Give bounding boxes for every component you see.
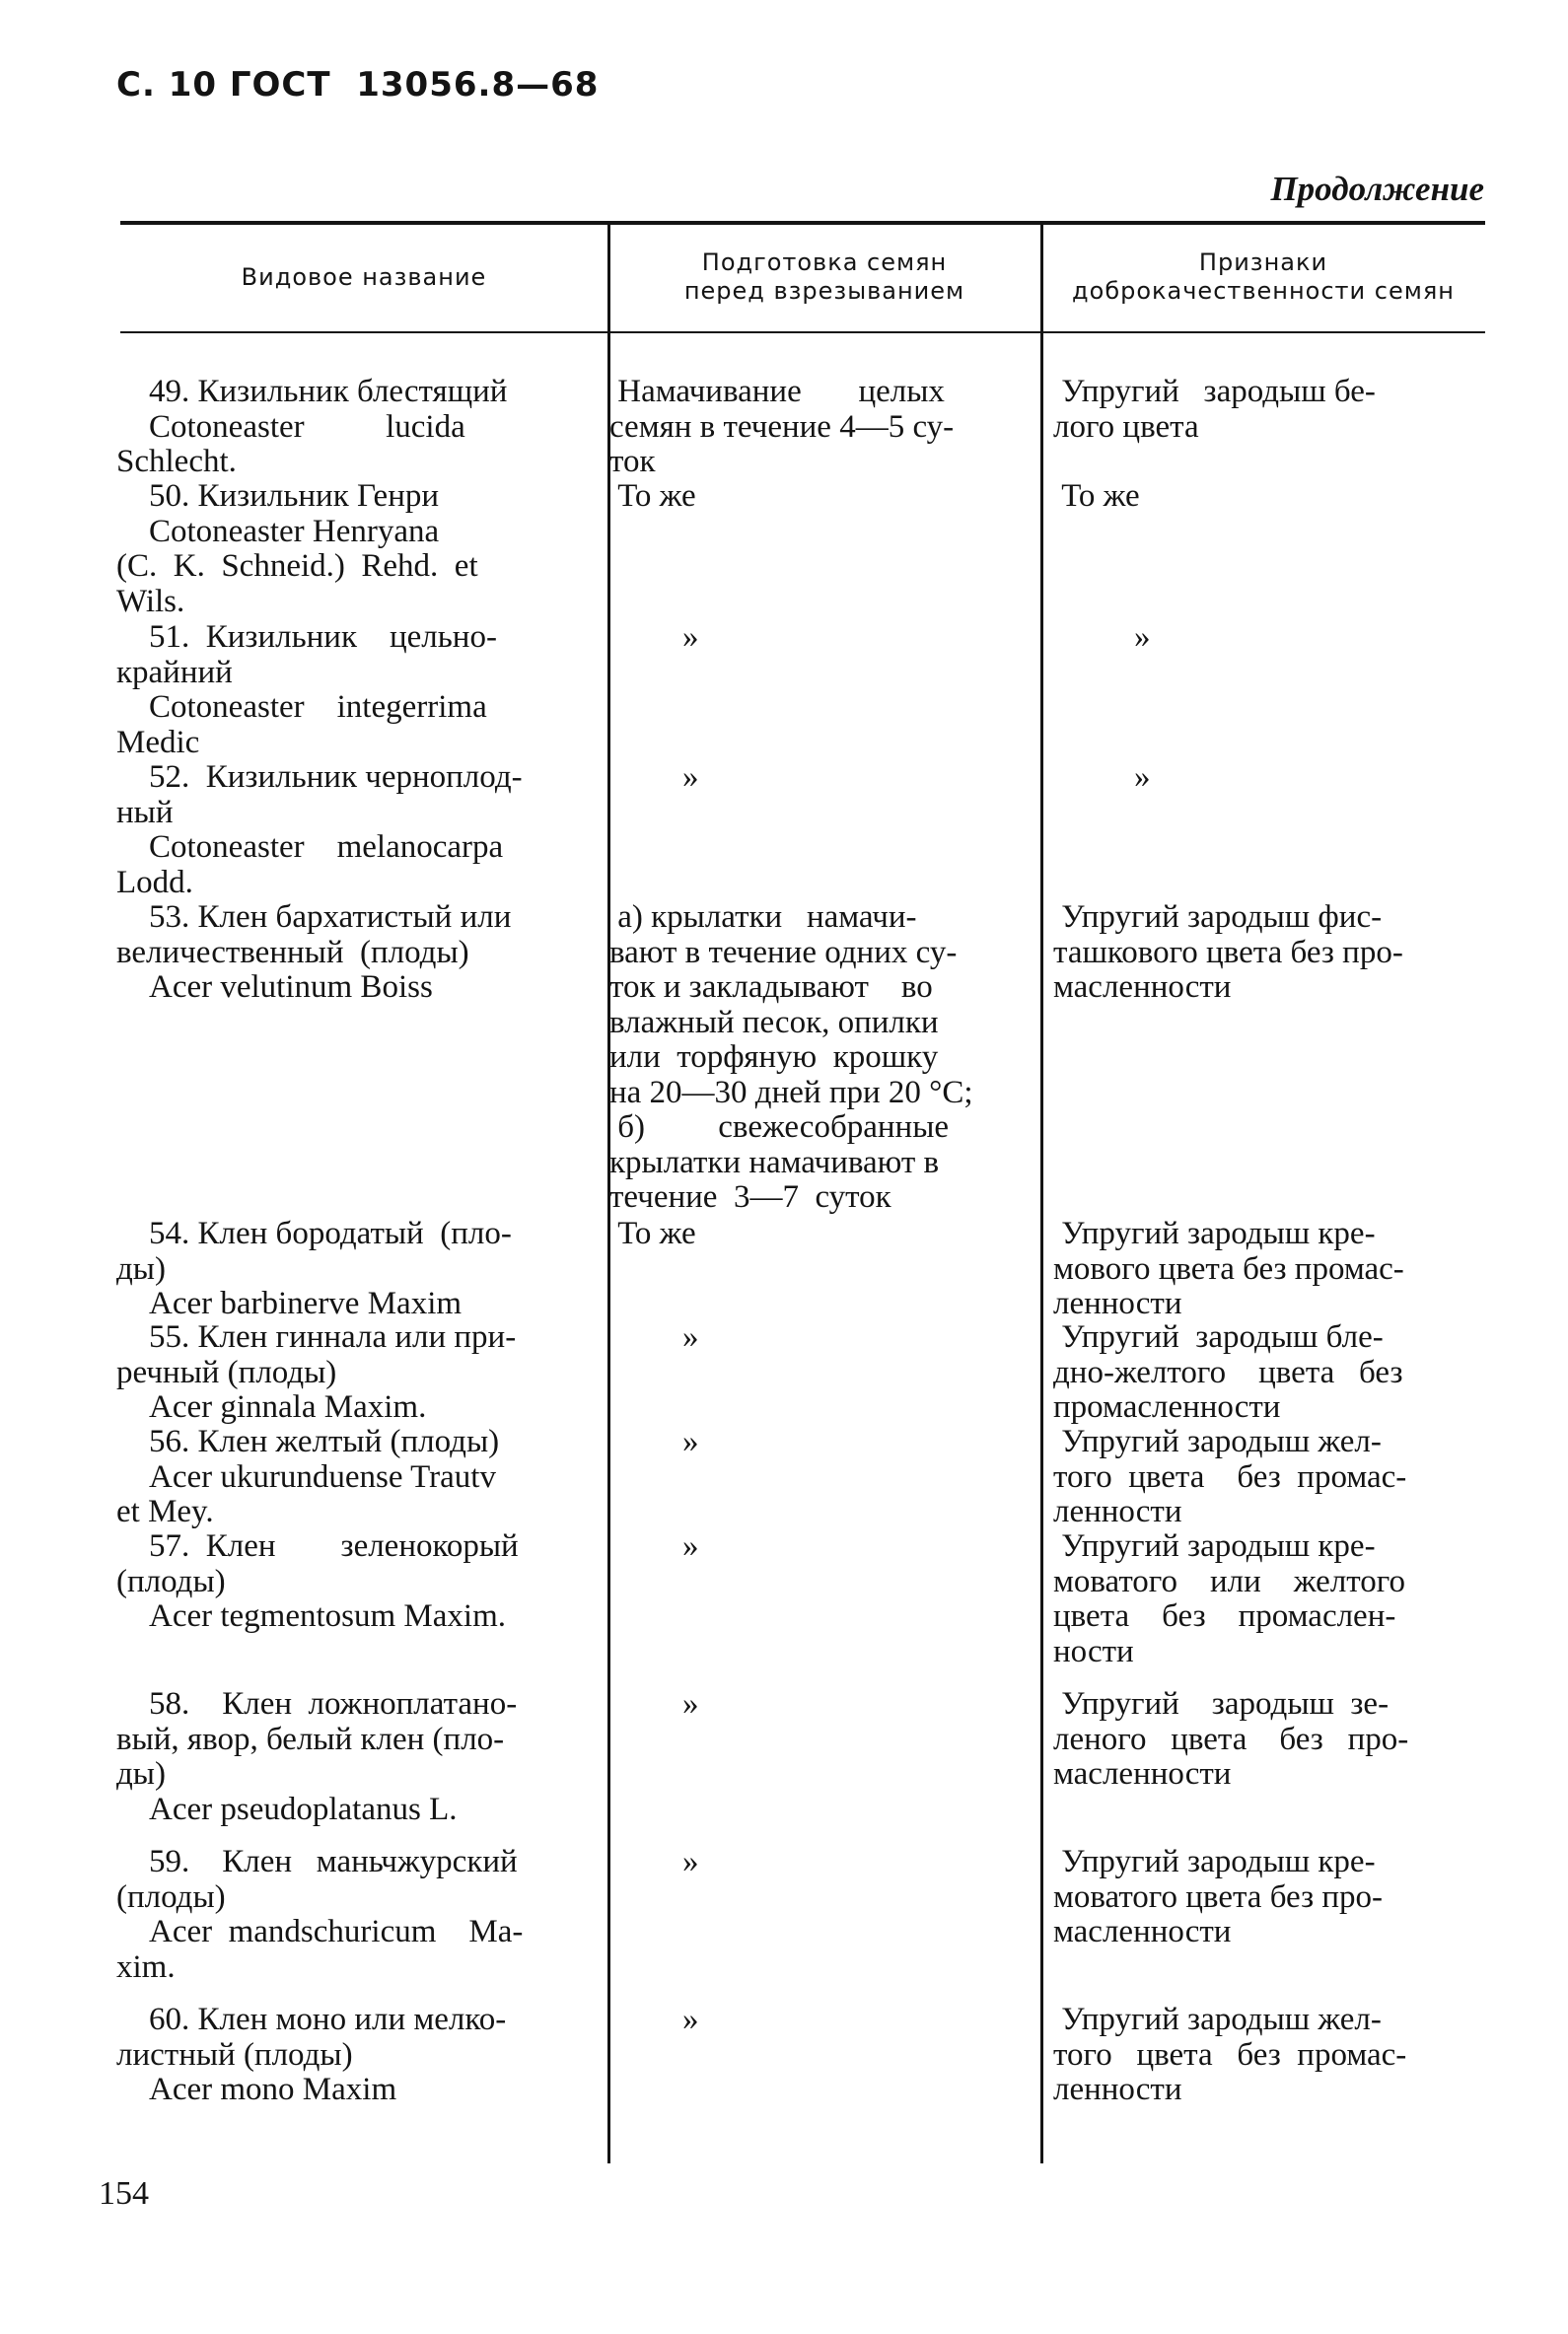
- quality-cell: Упругий зародыш бле- дно-желтого цвета без промасленности: [1053, 1319, 1403, 1425]
- ditto-mark: »: [682, 619, 699, 655]
- column-header-preparation: Подготовка семян перед взрезыванием: [683, 248, 965, 305]
- species-cell: 55. Клен гиннала или при- речный (плоды) Acer ginnala Maxim.: [116, 1319, 517, 1425]
- document-header: С. 10 ГОСТ 13056.8—68: [116, 65, 600, 105]
- preparation-cell: То же: [609, 1216, 696, 1251]
- ditto-mark: »: [1134, 619, 1151, 655]
- species-cell: 60. Клен моно или мелко- листный (плоды) Acer mono Maxim: [116, 2002, 507, 2107]
- table-header-rule: [120, 331, 1485, 333]
- ditto-mark: »: [682, 1844, 699, 1879]
- species-cell: 59. Клен маньчжурский (плоды) Acer mandschuricum Ma- xim.: [116, 1844, 524, 1985]
- ditto-mark: »: [682, 1528, 699, 1564]
- column-header-species: Видовое название: [241, 262, 487, 291]
- ditto-mark: »: [1134, 759, 1151, 795]
- species-cell: 58. Клен ложноплатано- вый, явор, белый клен (пло- ды) Acer pseudoplatanus L.: [116, 1686, 518, 1827]
- species-cell: 54. Клен бородатый (пло- ды) Acer barbinerve Maxim: [116, 1216, 512, 1321]
- species-cell: 53. Клен бархатистый или величественный (плоды) Acer velutinum Boiss: [116, 899, 512, 1005]
- species-cell: 51. Кизильник цельно- крайний Cotoneaster integerrima Medic: [116, 619, 497, 760]
- page-number: 154: [99, 2175, 149, 2212]
- species-cell: 49. Кизильник блестящий Cotoneaster lucida Schlecht.: [116, 374, 508, 479]
- preparation-cell: а) крылатки намачи- вают в течение одних су- ток и закладывают во влажный песок, опилки или торфяную крошку на 20—30 дней при 20 °С; б) свежесобранные крылатки намачивают в течение 3—7 суток: [609, 899, 973, 1215]
- quality-cell: Упругий зародыш кре- моватого или желтого цвета без промаслен- ности: [1053, 1528, 1405, 1669]
- species-cell: 57. Клен зеленокорый (плоды) Acer tegmentosum Maxim.: [116, 1528, 519, 1634]
- quality-cell: Упругий зародыш жел- того цвета без промас- ленности: [1053, 1424, 1407, 1529]
- quality-cell: Упругий зародыш жел- того цвета без промас- ленности: [1053, 2002, 1407, 2107]
- quality-cell: Упругий зародыш зе- леного цвета без про- масленности: [1053, 1686, 1409, 1792]
- quality-cell: Упругий зародыш кре- мового цвета без промас- ленности: [1053, 1216, 1404, 1321]
- ditto-mark: »: [682, 1424, 699, 1459]
- ditto-mark: »: [682, 759, 699, 795]
- preparation-cell: Намачивание целых семян в течение 4—5 су- ток: [609, 374, 955, 479]
- ditto-mark: »: [682, 2002, 699, 2037]
- continuation-label: Продолжение: [1270, 170, 1484, 208]
- preparation-cell: То же: [609, 478, 696, 514]
- quality-cell: Упругий зародыш бе- лого цвета: [1053, 374, 1376, 445]
- quality-cell: Упругий зародыш кре- моватого цвета без про- масленности: [1053, 1844, 1384, 1949]
- quality-cell: Упругий зародыш фис- ташкового цвета без про- масленности: [1053, 899, 1403, 1005]
- species-cell: 50. Кизильник Генри Cotoneaster Henryana (C. K. Schneid.) Rehd. et Wils.: [116, 478, 478, 619]
- column-header-quality: Признаки доброкачественности семян: [1072, 248, 1455, 305]
- quality-cell: То же: [1053, 478, 1140, 514]
- species-cell: 52. Кизильник черноплод- ный Cotoneaster melanocarpa Lodd.: [116, 759, 523, 900]
- column-divider-2: [1040, 223, 1043, 2163]
- ditto-mark: »: [682, 1319, 699, 1355]
- ditto-mark: »: [682, 1686, 699, 1722]
- species-cell: 56. Клен желтый (плоды) Acer ukurunduense Trautv et Mey.: [116, 1424, 500, 1529]
